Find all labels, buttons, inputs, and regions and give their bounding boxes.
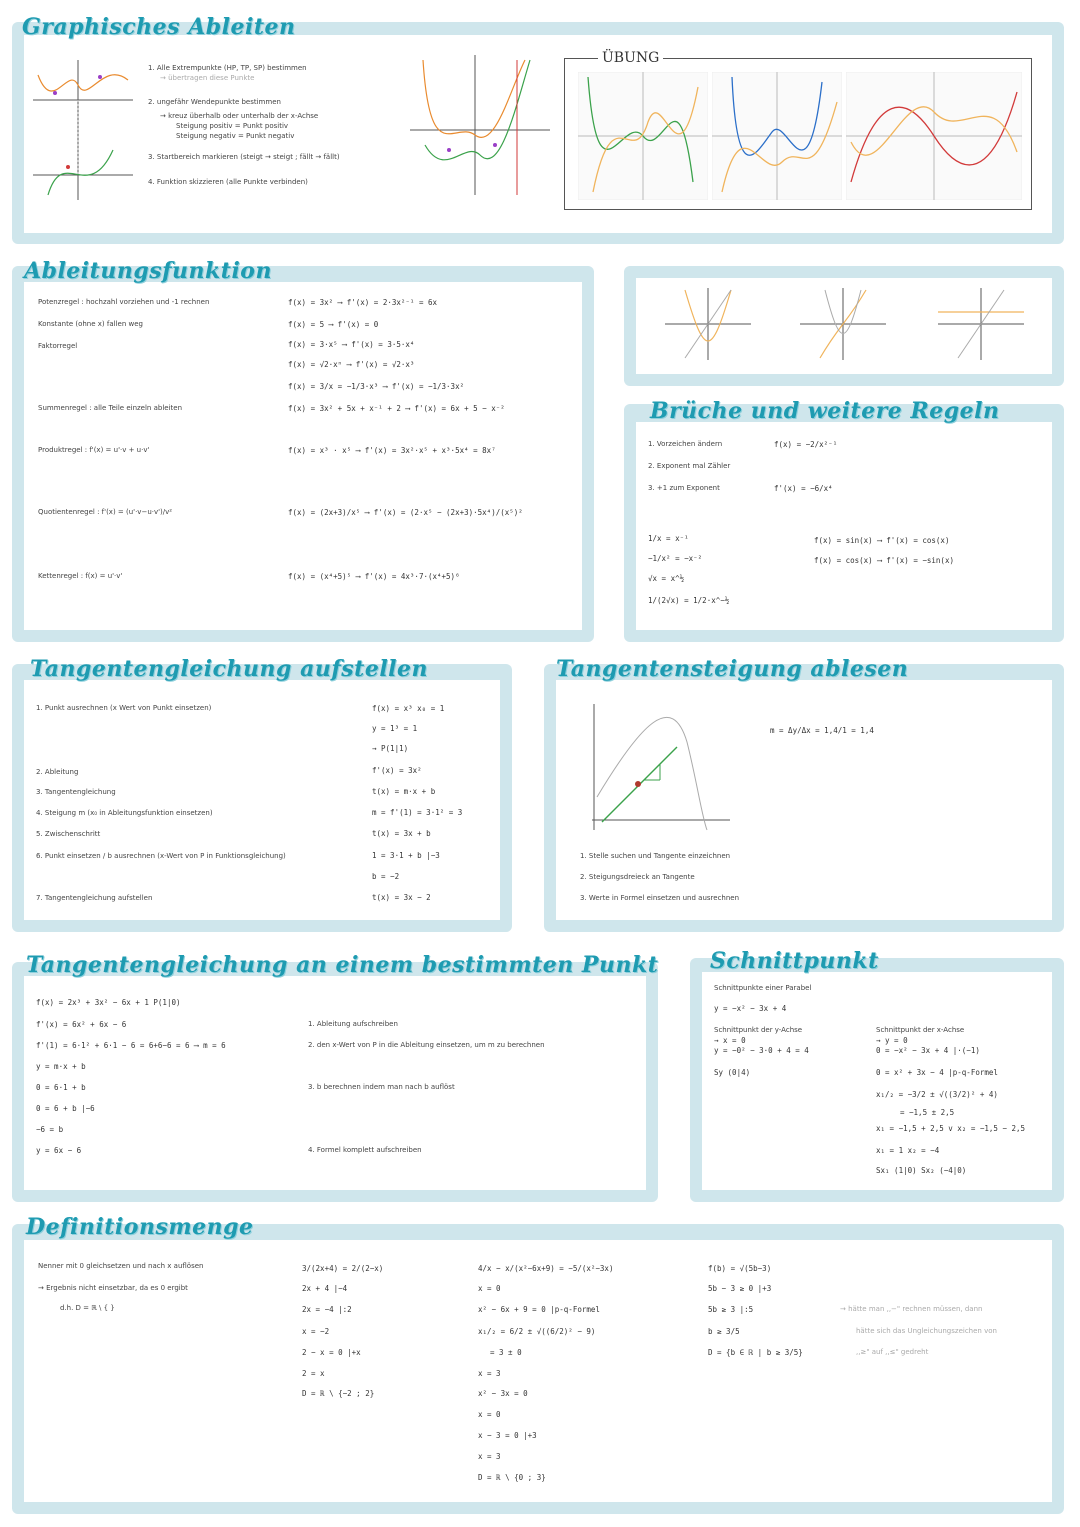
- heading-brueche: Brüche und weitere Regeln: [650, 398, 1000, 424]
- def-ex2-11: D = ℝ \ {0 ; 3}: [478, 1473, 546, 1482]
- example-produkt: f(x) = x³ · x⁵ ⟶ f'(x) = 3x²·x⁵ + x³·5x⁴ = 8x⁷: [288, 446, 496, 455]
- example-faktor-3: f(x) = 3/x = −1/3·x³ ⟶ f'(x) = −1/3·3x²: [288, 382, 465, 391]
- schnitt-x-5: x₁/₂ = −3/2 ± √((3/2)² + 4): [876, 1090, 998, 1099]
- brueche-step-3: 3. +1 zum Exponent: [648, 484, 720, 492]
- tangente-step-7: 7. Tangentengleichung aufstellen: [36, 894, 153, 902]
- punkt-calc-8: y = 6x − 6: [36, 1146, 82, 1155]
- ubung-graph-3: [846, 72, 1022, 200]
- graph-sketch-small: [28, 55, 138, 205]
- def-ex2-5: = 3 ± 0: [490, 1348, 522, 1357]
- heading-steigung: Tangentensteigung ablesen: [556, 656, 909, 682]
- def-ex2-10: x = 3: [478, 1452, 501, 1461]
- graph-step-1-sub: → übertragen diese Punkte: [160, 74, 255, 82]
- ubung-graph-1: [578, 72, 708, 200]
- tangente-step-4: 4. Steigung m (x₀ in Ableitungsfunktion einsetzen): [36, 809, 213, 817]
- def-ex2-9: x − 3 = 0 |+3: [478, 1431, 537, 1440]
- def-ex3-1: f(b) = √(5b−3): [708, 1264, 772, 1273]
- schnitt-x-2: → y = 0: [876, 1036, 908, 1045]
- schnitt-x-9: Sx₁ (1|0) Sx₂ (−4|0): [876, 1166, 967, 1175]
- schnitt-y-4: Sy (0|4): [714, 1068, 751, 1077]
- brueche-example-fp: f'(x) = −6/x⁴: [774, 484, 833, 493]
- heading-schnittpunkt: Schnittpunkt: [710, 948, 879, 974]
- def-ex1-2: 2x + 4 |−4: [302, 1284, 348, 1293]
- tangente-calc-2: y = 1³ = 1: [372, 724, 418, 733]
- def-ex1-1: 3/(2x+4) = 2/(2−x): [302, 1264, 384, 1273]
- punkt-calc-2: f'(x) = 6x² + 6x − 6: [36, 1020, 127, 1029]
- steigung-step-1: 1. Stelle suchen und Tangente einzeichnen: [580, 852, 731, 860]
- brueche-example-f: f(x) = −2/x²⁻¹: [774, 440, 838, 449]
- rule-produkt: Produktregel : f'(x) = u'·v + u·v': [38, 446, 150, 454]
- schnitt-x-1: Schnittpunkt der x-Achse: [876, 1026, 965, 1034]
- example-kette: f(x) = (x⁴+5)⁵ ⟶ f'(x) = 4x³·7·(x⁴+5)⁶: [288, 572, 460, 581]
- tangente-calc-6: m = f'(1) = 3·1² = 3: [372, 808, 463, 817]
- ubung-label: ÜBUNG: [598, 50, 663, 66]
- schnitt-x-7: x₁ = −1,5 + 2,5 v x₂ = −1,5 − 2,5: [876, 1124, 1026, 1133]
- graph-example-3: [938, 288, 1024, 360]
- steigung-step-3: 3. Werte in Formel einsetzen und ausrechnen: [580, 894, 740, 902]
- heading-definitionsmenge: Definitionsmenge: [26, 1214, 254, 1240]
- tangente-calc-5: t(x) = m·x + b: [372, 787, 436, 796]
- schnitt-y-2: → x = 0: [714, 1036, 746, 1045]
- graph-sketch-large: [405, 50, 555, 200]
- definitionsmenge-panel: [24, 1240, 1052, 1502]
- def-ex3-3: 5b ≥ 3 |:5: [708, 1305, 754, 1314]
- trig-sin: f(x) = sin(x) ⟶ f'(x) = cos(x): [814, 536, 950, 545]
- def-text-2: → Ergebnis nicht einsetzbar, da es 0 ergibt: [38, 1284, 188, 1292]
- punkt-calc-7: −6 = b: [36, 1125, 64, 1134]
- tangente-calc-4: f'(x) = 3x²: [372, 766, 422, 775]
- def-ex2-8: x = 0: [478, 1410, 501, 1419]
- example-potenz: f(x) = 3x² ⟶ f'(x) = 2·3x²⁻¹ = 6x: [288, 298, 438, 307]
- punkt-calc-1: f(x) = 2x³ + 3x² − 6x + 1 P(1|0): [36, 998, 181, 1007]
- punkt-calc-6: 0 = 6 + b |−6: [36, 1104, 95, 1113]
- graph-example-1: [665, 288, 751, 360]
- example-konstante: f(x) = 5 ⟶ f'(x) = 0: [288, 320, 379, 329]
- def-ex3-5: D = {b ∈ ℝ | b ≥ 3/5}: [708, 1348, 803, 1357]
- graph-step-2: 2. ungefähr Wendepunkte bestimmen: [148, 98, 281, 106]
- example-summe: f(x) = 3x² + 5x + x⁻¹ + 2 ⟶ f'(x) = 6x + 5 − x⁻²: [288, 404, 505, 413]
- rule-quotient: Quotientenregel : f'(x) = (u'·v−u·v')/v²: [38, 508, 173, 516]
- def-ex1-6: 2 = x: [302, 1369, 325, 1378]
- schnitt-x-4: 0 = x² + 3x − 4 |p-q-Formel: [876, 1068, 998, 1077]
- example-faktor-2: f(x) = √2·xⁿ ⟶ f'(x) = √2·x³: [288, 360, 415, 369]
- tangente-calc-7: t(x) = 3x + b: [372, 829, 431, 838]
- tangente-step-1: 1. Punkt ausrechnen (x Wert von Punkt einsetzen): [36, 704, 212, 712]
- identity-4: 1/(2√x) = 1/2·x^−½: [648, 596, 730, 605]
- def-ex2-1: 4/x − x/(x²−6x+9) = −5/(x²−3x): [478, 1264, 614, 1273]
- punkt-calc-4: y = m·x + b: [36, 1062, 86, 1071]
- heading-bestimmter-punkt: Tangentengleichung an einem bestimmten Punkt: [26, 952, 659, 978]
- rule-summe: Summenregel : alle Teile einzeln ableiten: [38, 404, 183, 412]
- heading-tangentengleichung: Tangentengleichung aufstellen: [30, 656, 429, 682]
- punkt-step-1: 1. Ableitung aufschreiben: [308, 1020, 398, 1028]
- def-note-2: hätte sich das Ungleichungszeichen von: [856, 1327, 997, 1335]
- schnitt-eq: y = −x² − 3x + 4: [714, 1004, 787, 1013]
- steigung-graph: [582, 702, 732, 832]
- brueche-step-2: 2. Exponent mal Zähler: [648, 462, 731, 470]
- rule-kette: Kettenregel : f(x) = u'·v': [38, 572, 123, 580]
- def-note-3: ,,≥" auf ,,≤" gedreht: [856, 1348, 929, 1356]
- schnitt-x-8: x₁ = 1 x₂ = −4: [876, 1146, 940, 1155]
- tangente-step-5: 5. Zwischenschritt: [36, 830, 101, 838]
- graph-step-2-pos: Steigung positiv = Punkt positiv: [176, 122, 289, 130]
- identity-3: √x = x^½: [648, 574, 685, 583]
- tangente-calc-10: t(x) = 3x − 2: [372, 893, 431, 902]
- schnitt-x-6: = −1,5 ± 2,5: [900, 1108, 955, 1117]
- identity-2: −1/x² = −x⁻²: [648, 554, 703, 563]
- def-ex1-3: 2x = −4 |:2: [302, 1305, 352, 1314]
- tangente-calc-3: → P(1|1): [372, 744, 409, 753]
- graph-step-3: 3. Startbereich markieren (steigt → steigt ; fällt → fällt): [148, 153, 340, 161]
- tangente-step-2: 2. Ableitung: [36, 768, 79, 776]
- def-ex2-2: x = 0: [478, 1284, 501, 1293]
- schnitt-subtitle: Schnittpunkte einer Parabel: [714, 984, 812, 992]
- heading-ableitungsfunktion: Ableitungsfunktion: [24, 258, 272, 284]
- def-ex2-3: x² − 6x + 9 = 0 |p-q-Formel: [478, 1305, 600, 1314]
- def-text-3: d.h. D = ℝ \ { }: [60, 1304, 115, 1312]
- trig-cos: f(x) = cos(x) ⟶ f'(x) = −sin(x): [814, 556, 954, 565]
- def-ex2-7: x² − 3x = 0: [478, 1389, 528, 1398]
- def-ex3-2: 5b − 3 ≥ 0 |+3: [708, 1284, 772, 1293]
- identity-1: 1/x = x⁻¹: [648, 534, 689, 543]
- schnitt-y-1: Schnittpunkt der y-Achse: [714, 1026, 803, 1034]
- def-ex1-7: D = ℝ \ {−2 ; 2}: [302, 1389, 375, 1398]
- punkt-step-2: 2. den x-Wert von P in die Ableitung einsetzen, um m zu berechnen: [308, 1041, 545, 1049]
- example-quotient: f(x) = (2x+3)/x⁵ ⟶ f'(x) = (2·x⁵ − (2x+3)·5x⁴)/(x⁵)²: [288, 508, 523, 517]
- tangentengleichung-panel: [24, 680, 500, 920]
- def-note-1: → hätte man ,,−" rechnen müssen, dann: [840, 1305, 983, 1313]
- tangente-calc-1: f(x) = x³ x₀ = 1: [372, 704, 445, 713]
- rule-potenz: Potenzregel : hochzahl vorziehen und -1 rechnen: [38, 298, 210, 306]
- punkt-step-4: 4. Formel komplett aufschreiben: [308, 1146, 422, 1154]
- graph-step-2-neg: Steigung negativ = Punkt negativ: [176, 132, 295, 140]
- schnitt-x-3: 0 = −x² − 3x + 4 |·(−1): [876, 1046, 980, 1055]
- def-ex2-4: x₁/₂ = 6/2 ± √((6/2)² − 9): [478, 1327, 596, 1336]
- punkt-step-3: 3. b berechnen indem man nach b auflöst: [308, 1083, 455, 1091]
- schnitt-y-3: y = −0² − 3·0 + 4 = 4: [714, 1046, 809, 1055]
- steigung-step-2: 2. Steigungsdreieck an Tangente: [580, 873, 695, 881]
- rule-faktor: Faktorregel: [38, 342, 78, 350]
- graph-step-4: 4. Funktion skizzieren (alle Punkte verbinden): [148, 178, 308, 186]
- example-faktor-1: f(x) = 3·x⁵ ⟶ f'(x) = 3·5·x⁴: [288, 340, 415, 349]
- ubung-graph-2: [712, 72, 842, 200]
- steigung-formula: m = Δy/Δx = 1,4/1 = 1,4: [770, 726, 874, 735]
- tangente-step-3: 3. Tangentengleichung: [36, 788, 116, 796]
- punkt-calc-5: 0 = 6·1 + b: [36, 1083, 86, 1092]
- tangente-step-6: 6. Punkt einsetzen / b ausrechnen (x-Wert von P in Funktionsgleichung): [36, 852, 286, 860]
- graph-step-2-sub: → kreuz überhalb oder unterhalb der x-Achse: [160, 112, 319, 120]
- def-ex1-4: x = −2: [302, 1327, 330, 1336]
- graph-example-2: [800, 288, 886, 360]
- punkt-calc-3: f'(1) = 6·1² + 6·1 − 6 = 6+6−6 = 6 ⟶ m = 6: [36, 1041, 226, 1050]
- rule-konstante: Konstante (ohne x) fallen weg: [38, 320, 143, 328]
- tangente-calc-8: 1 = 3·1 + b |−3: [372, 851, 440, 860]
- brueche-step-1: 1. Vorzeichen ändern: [648, 440, 723, 448]
- def-ex1-5: 2 − x = 0 |+x: [302, 1348, 361, 1357]
- graph-step-1: 1. Alle Extrempunkte (HP, TP, SP) bestimmen: [148, 64, 307, 72]
- def-text-1: Nenner mit 0 gleichsetzen und nach x auflösen: [38, 1262, 204, 1270]
- tangente-calc-9: b = −2: [372, 872, 400, 881]
- heading-graphisches-ableiten: Graphisches Ableiten: [22, 14, 296, 40]
- def-ex2-6: x = 3: [478, 1369, 501, 1378]
- def-ex3-4: b ≥ 3/5: [708, 1327, 740, 1336]
